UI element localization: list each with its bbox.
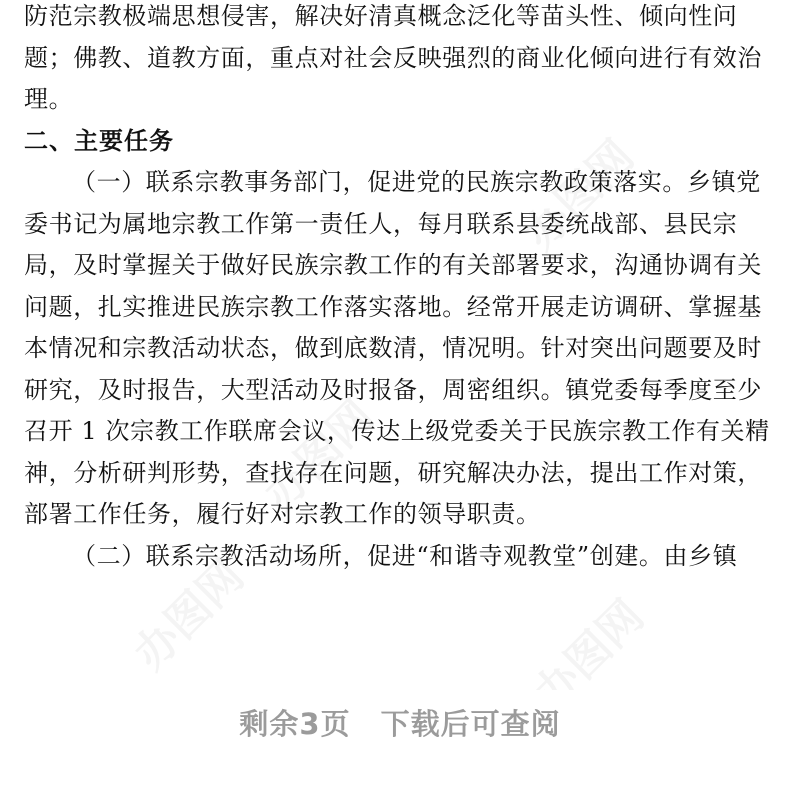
section-heading: 二、主要任务 <box>24 126 174 155</box>
paragraph-line: 问题，扎实推进民族宗教工作落实落地。经常开展走访调研、掌握基 <box>24 292 762 321</box>
paragraph-line: 局，及时掌握关于做好民族宗教工作的有关部署要求，沟通协调有关 <box>24 251 762 279</box>
paragraph-line: （一）联系宗教事务部门，促进党的民族宗教政策落实。乡镇党 <box>72 168 761 196</box>
text-line: 防范宗教极端思想侵害，解决好清真概念泛化等苗头性、倾向性问 <box>24 2 738 30</box>
text-line: 理。 <box>24 85 74 113</box>
paragraph-line: 召开 1 次宗教工作联席会议，传达上级党委关于民族宗教工作有关精 <box>24 417 770 445</box>
text-line: 题；佛教、道教方面，重点对社会反映强烈的商业化倾向进行有效治 <box>24 43 762 72</box>
remaining-pages-text: 剩余3页 <box>239 707 351 741</box>
document-body <box>24 0 780 577</box>
download-prompt[interactable] <box>0 702 800 743</box>
paragraph-line: 委书记为属地宗教工作第一责任人，每月联系县委统战部、县民宗 <box>24 209 738 238</box>
paragraph-line: 部署工作任务，履行好对宗教工作的领导职责。 <box>24 500 541 528</box>
download-to-view-text[interactable]: 下载后可查阅 <box>380 707 561 741</box>
paragraph-line: 研究，及时报告，大型活动及时报备，周密组织。镇党委每季度至少 <box>24 375 762 404</box>
paragraph-line: 神，分析研判形势，查找存在问题，研究解决办法，提出工作对策， <box>24 458 762 487</box>
paragraph-line: （二）联系宗教活动场所，促进“和谐寺观教堂”创建。由乡镇 <box>72 541 738 570</box>
paragraph-line: 本情况和宗教活动状态，做到底数清，情况明。针对突出问题要及时 <box>24 334 762 362</box>
